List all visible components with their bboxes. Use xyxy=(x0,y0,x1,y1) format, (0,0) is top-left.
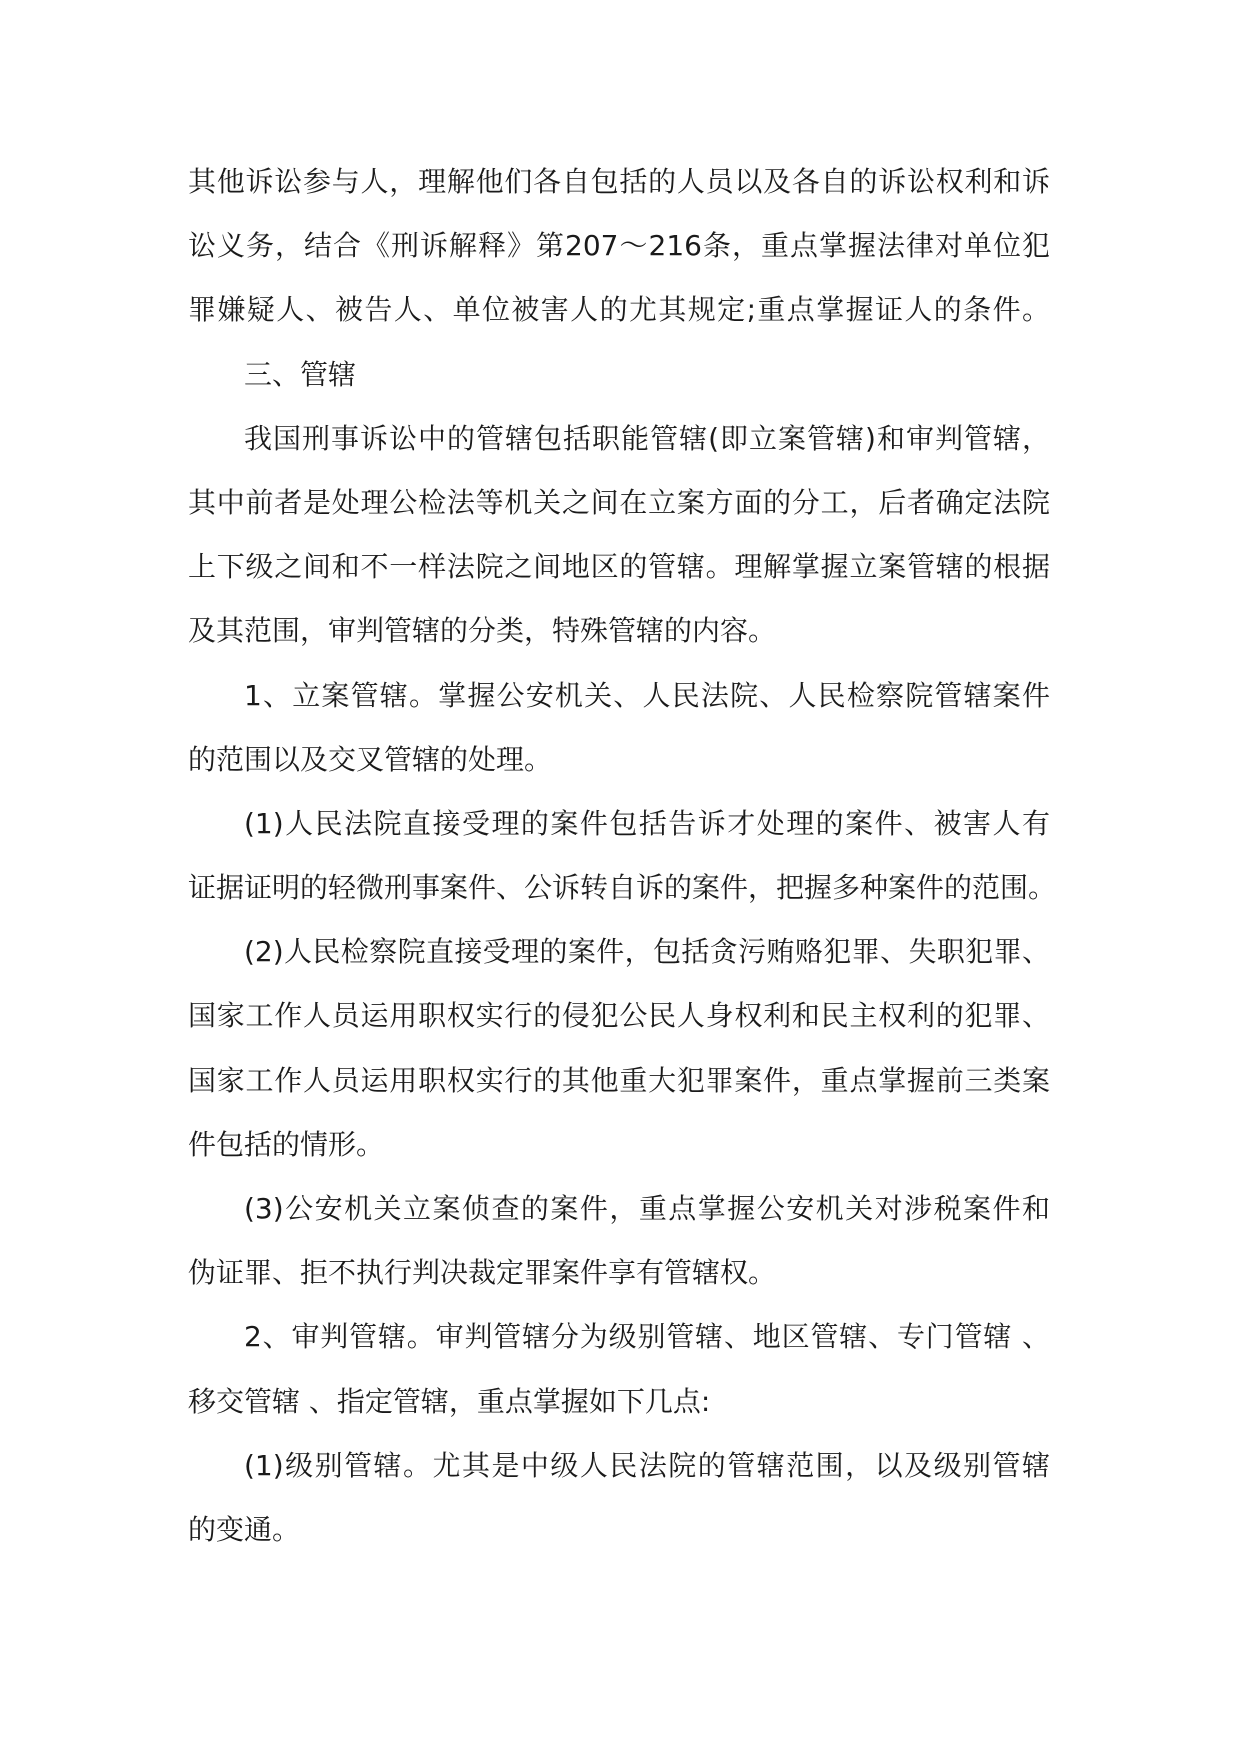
text-line: 证据证明的轻微刑事案件、公诉转自诉的案件，把握多种案件的范围。 xyxy=(188,871,1057,905)
section-heading xyxy=(188,343,1050,407)
text-line: 件包括的情形。 xyxy=(188,1127,385,1161)
text-line: 的变通。 xyxy=(188,1512,301,1546)
document-page xyxy=(188,150,1057,1562)
text-line: 罪嫌疑人、被告人、单位被害人的尤其规定;重点掌握证人的条件。 xyxy=(188,293,1050,327)
text-line: 2、审判管辖。审判管辖分为级别管辖、地区管辖、专门管辖 、 xyxy=(244,1320,1050,1354)
text-line: 上下级之间和不一样法院之间地区的管辖。理解掌握立案管辖的根据 xyxy=(188,550,1050,584)
text-line: 讼义务，结合《刑诉解释》第207～216条，重点掌握法律对单位犯 xyxy=(188,229,1050,263)
text-line: 1、立案管辖。掌握公安机关、人民法院、人民检察院管辖案件 xyxy=(244,678,1050,712)
text-line: 的范围以及交叉管辖的处理。 xyxy=(188,742,553,776)
text-line: 及其范围，审判管辖的分类，特殊管辖的内容。 xyxy=(188,614,777,648)
text-line: 我国刑事诉讼中的管辖包括职能管辖(即立案管辖)和审判管辖， xyxy=(244,421,1050,455)
text-line: (3)公安机关立案侦查的案件，重点掌握公安机关对涉税案件和 xyxy=(244,1192,1050,1225)
text-line: 其他诉讼参与人，理解他们各自包括的人员以及各自的诉讼权利和诉 xyxy=(188,165,1050,198)
text-line: 伪证罪、拒不执行判决裁定罪案件享有管辖权。 xyxy=(188,1256,777,1290)
text-line: (1)级别管辖。尤其是中级人民法院的管辖范围，以及级别管辖 xyxy=(244,1448,1050,1482)
text-line: 国家工作人员运用职权实行的其他重大犯罪案件，重点掌握前三类案 xyxy=(188,1063,1050,1097)
text-line: 国家工作人员运用职权实行的侵犯公民人身权利和民主权利的犯罪、 xyxy=(188,999,1050,1033)
text-line: 移交管辖 、指定管辖，重点掌握如下几点: xyxy=(188,1384,711,1418)
text-line: (2)人民检察院直接受理的案件，包括贪污贿赂犯罪、失职犯罪、 xyxy=(244,935,1050,969)
heading-text: 三、管辖 xyxy=(244,357,357,391)
text-line: (1)人民法院直接受理的案件包括告诉才处理的案件、被害人有 xyxy=(244,806,1050,840)
text-line: 其中前者是处理公检法等机关之间在立案方面的分工，后者确定法院 xyxy=(188,485,1050,519)
